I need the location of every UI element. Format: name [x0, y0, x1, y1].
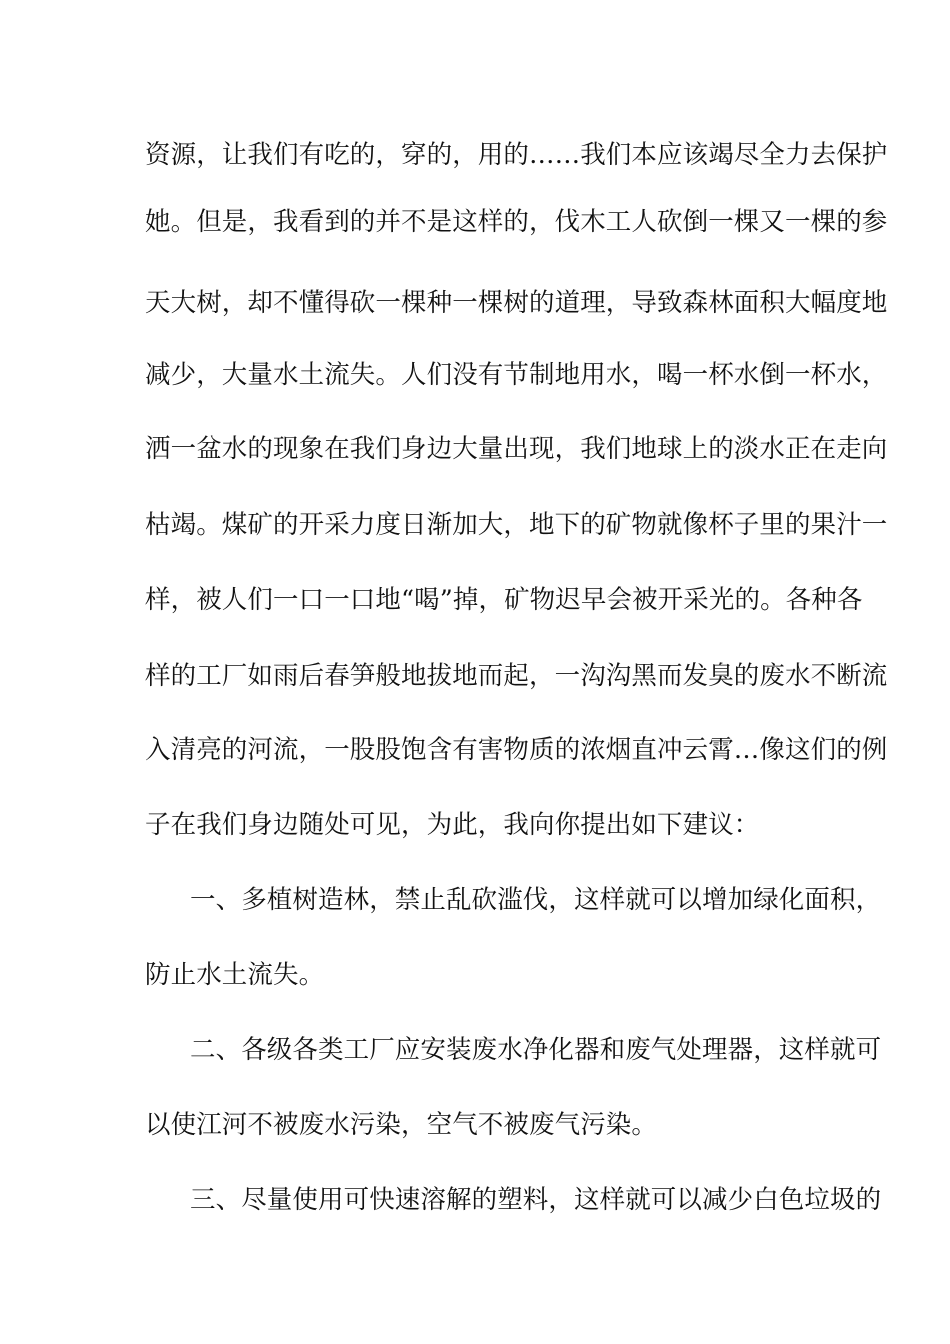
text-line: 以使江河不被废水污染，空气不被废气污染。	[145, 1110, 658, 1140]
text-line: 减少，大量水土流失。人们没有节制地用水，喝一杯水倒一杯水，	[145, 360, 888, 390]
suggestion-one-line: 一、多植树造林，禁止乱砍滥伐，这样就可以增加绿化面积，	[190, 885, 882, 915]
text-line: 入清亮的河流，一股股饱含有害物质的浓烟直冲云霄…像这们的例	[145, 735, 888, 765]
text-line: 枯竭。煤矿的开采力度日渐加大，地下的矿物就像杯子里的果汁一	[145, 510, 888, 540]
text-line: 样，被人们一口一口地“喝”掉，矿物迟早会被开采光的。各种各	[145, 585, 863, 615]
text-line: 防止水土流失。	[145, 960, 325, 990]
text-line: 洒一盆水的现象在我们身边大量出现，我们地球上的淡水正在走向	[145, 434, 888, 464]
text-line: 天大树，却不懂得砍一棵种一棵树的道理，导致森林面积大幅度地	[145, 288, 888, 318]
suggestion-three-line: 三、尽量使用可快速溶解的塑料，这样就可以减少白色垃圾的	[190, 1185, 882, 1215]
text-line: 样的工厂如雨后春笋般地拔地而起，一沟沟黑而发臭的废水不断流	[145, 661, 888, 691]
text-line: 资源，让我们有吃的，穿的，用的……我们本应该竭尽全力去保护	[145, 140, 888, 170]
text-line: 她。但是，我看到的并不是这样的，伐木工人砍倒一棵又一棵的参	[145, 207, 888, 237]
suggestion-two-line: 二、各级各类工厂应安装废水净化器和废气处理器，这样就可	[190, 1035, 882, 1065]
text-line: 子在我们身边随处可见，为此，我向你提出如下建议：	[145, 810, 760, 840]
